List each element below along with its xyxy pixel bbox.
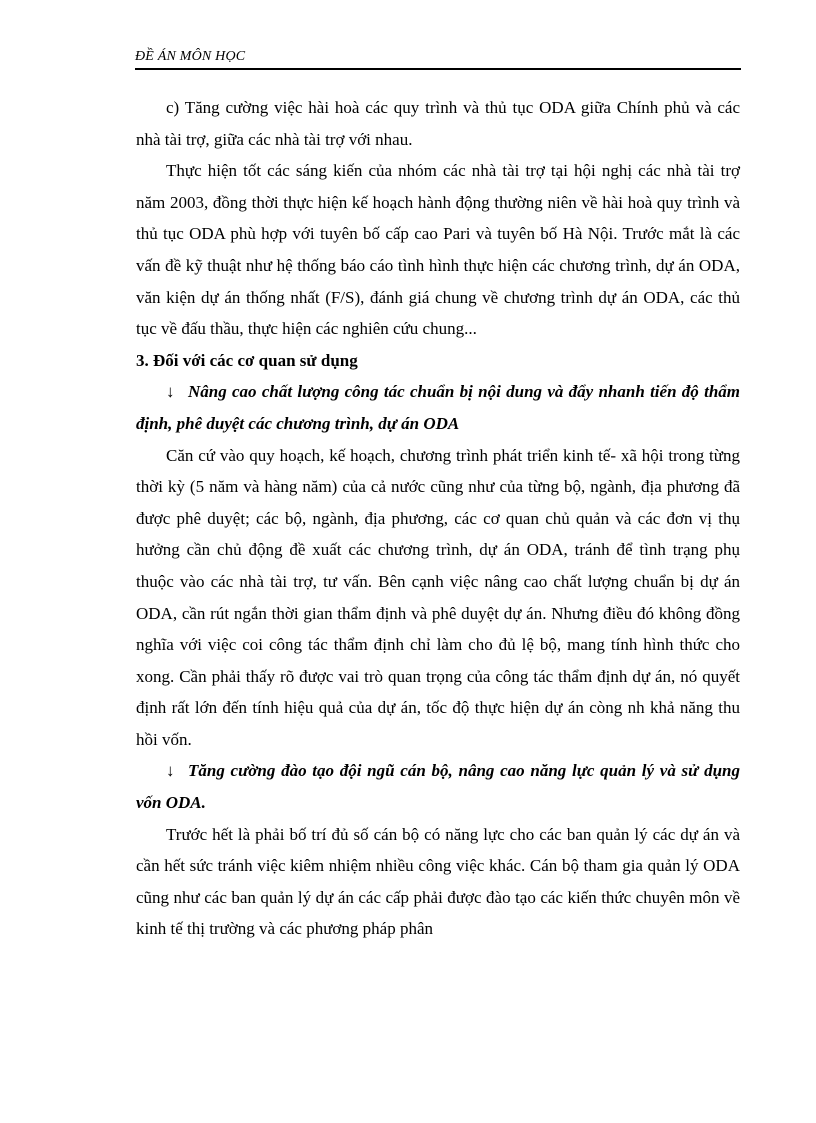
bullet-heading-2 bbox=[136, 755, 740, 818]
document-body bbox=[136, 92, 740, 945]
header-rule bbox=[135, 68, 741, 70]
paragraph-c: c) Tăng cường việc hài hoà các quy trình và thủ tục ODA giữa Chính phủ và các nhà tài trợ, giữa các nhà tài trợ với nhau. bbox=[136, 98, 740, 149]
bullet-heading-1 bbox=[136, 376, 740, 439]
arrow-bullet-icon: ↓ bbox=[166, 761, 175, 781]
paragraph-2: Căn cứ vào quy hoạch, kế hoạch, chương trình phát triển kinh tế- xã hội trong từng thời kỳ (5 năm và hàng năm) của cả nước cũng như của từng bộ, ngành, địa phương đã được phê duyệt; các bộ, ngành, địa phương, các cơ quan chủ quản và các đơn vị thụ hưởng cần chủ động đề xuất các chương trình, dự án ODA, tránh để tình trạng phụ thuộc vào các nhà tài trợ, tư vấn. Bên cạnh việc nâng cao chất lượng chuẩn bị dự án ODA, cần rút ngắn thời gian thẩm định và phê duyệt dự án. Nhưng điều đó không đồng nghĩa với việc coi công tác thẩm định chỉ làm cho đủ lệ bộ, mang tính hình thức cho xong. Cần phải thấy rõ được vai trò quan trọng của công tác thẩm định dự án, nó quyết định rất lớn đến tính hiệu quả của dự án, tốc độ thực hiện dự án còng nh khả năng thu hồi vốn. bbox=[136, 445, 740, 749]
bullet-heading-1-text: Nâng cao chất lượng công tác chuẩn bị nội dung và đẩy nhanh tiến độ thẩm định, phê duyệt các chương trình, dự án ODA bbox=[136, 382, 740, 433]
bullet-heading-2-text: Tăng cường đào tạo đội ngũ cán bộ, nâng cao năng lực quản lý và sử dụng vốn ODA. bbox=[136, 761, 740, 813]
section-heading-3: 3. Đối với các cơ quan sử dụng bbox=[136, 350, 358, 370]
paragraph-3: Trước hết là phải bố trí đủ số cán bộ có năng lực cho các ban quản lý các dự án và cần hết sức tránh việc kiêm nhiệm nhiều công việc khác. Cán bộ tham gia quản lý ODA cũng như các ban quản lý dự án các cấp phải được đào tạo các kiến thức chuyên môn về kinh tế thị trường và các phương pháp phân bbox=[136, 824, 740, 939]
arrow-bullet-icon: ↓ bbox=[166, 382, 175, 402]
page-header bbox=[135, 48, 741, 70]
header-title: ĐỀ ÁN MÔN HỌC bbox=[135, 49, 246, 64]
paragraph-1: Thực hiện tốt các sáng kiến của nhóm các nhà tài trợ tại hội nghị các nhà tài trợ năm 2003, đồng thời thực hiện kế hoạch hành động thường niên về hài hoà quy trình và thủ tục ODA phù hợp với tuyên bố cấp cao Pari và tuyên bố Hà Nội. Trước mắt là các vấn đề kỹ thuật như hệ thống báo cáo tình hình thực hiện các chương trình, dự án ODA, văn kiện dự án thống nhất (F/S), đánh giá chung về chương trình dự án ODA, các thủ tục về đấu thầu, thực hiện các nghiên cứu chung... bbox=[136, 161, 740, 339]
